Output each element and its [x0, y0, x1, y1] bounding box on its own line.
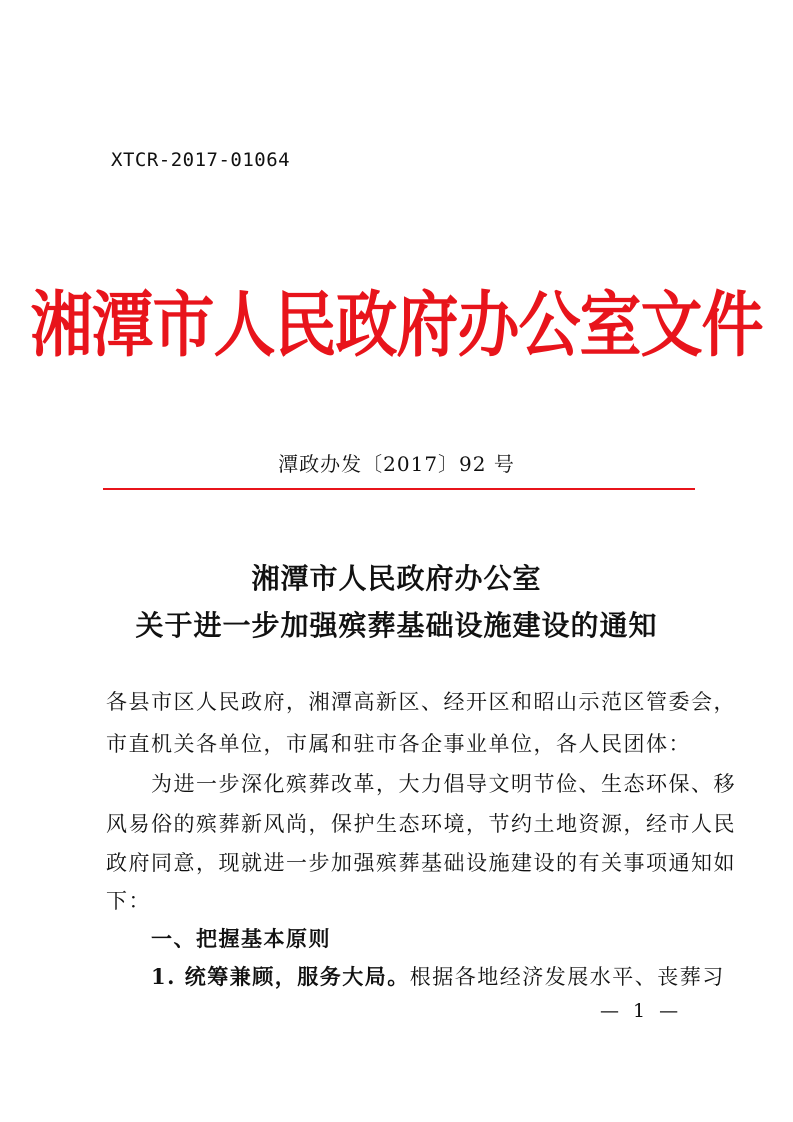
- item-1-text: 根据各地经济发展水平、丧葬习: [409, 965, 725, 989]
- page-number: — 1 —: [600, 1000, 683, 1022]
- body-line: 风易俗的殡葬新风尚，保护生态环境，节约土地资源，经市人民: [106, 812, 736, 836]
- masthead-title: 湘潭市人民政府办公室文件: [30, 282, 763, 367]
- notice-title-line1: 湘潭市人民政府办公室: [251, 562, 542, 595]
- document-number: 潭政办发〔2017〕92 号: [278, 452, 515, 476]
- red-divider-line: [103, 488, 695, 490]
- item-1-line: [106, 959, 725, 995]
- body-line: 市直机关各单位，市属和驻市各企事业单位，各人民团体：: [106, 732, 691, 756]
- body-line: 为进一步深化殡葬改革，大力倡导文明节俭、生态环保、移: [106, 772, 736, 796]
- item-1-heading: 1. 统筹兼顾，服务大局。: [106, 964, 410, 989]
- notice-title-line2: 关于进一步加强殡葬基础设施建设的通知: [135, 609, 658, 642]
- body-line: 各县市区人民政府，湘潭高新区、经开区和昭山示范区管委会，: [106, 690, 736, 714]
- document-code: XTCR-2017-01064: [111, 149, 291, 171]
- body-line: 政府同意，现就进一步加强殡葬基础设施建设的有关事项通知如: [106, 851, 736, 875]
- body-line: 下：: [106, 889, 151, 913]
- section-heading: 一、把握基本原则: [106, 926, 331, 951]
